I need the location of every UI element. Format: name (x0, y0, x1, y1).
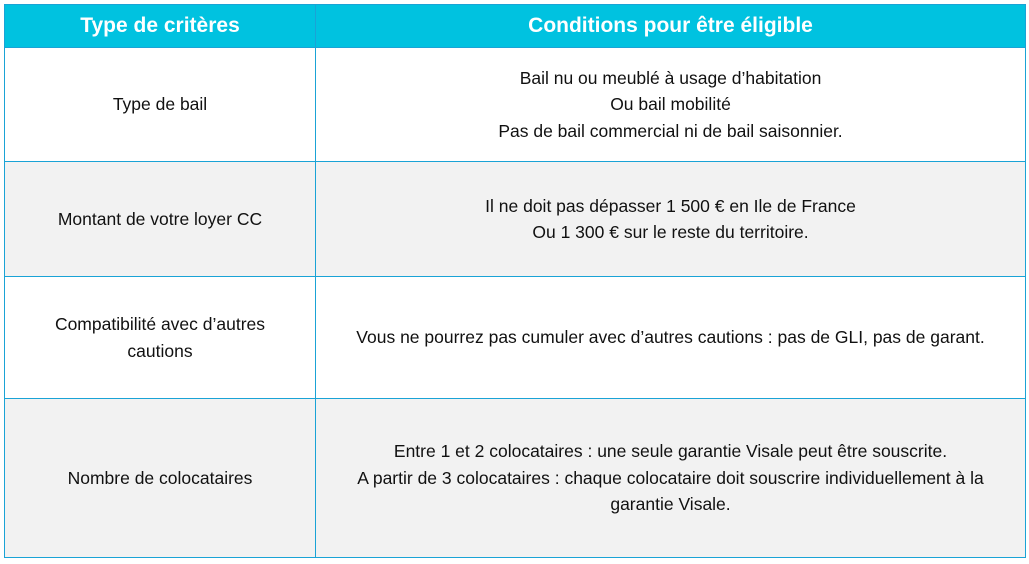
header-eligibility-conditions: Conditions pour être éligible (316, 5, 1026, 48)
conditions-cell (316, 277, 1026, 399)
table-row-roommates (5, 399, 1026, 558)
condition-line: Il ne doit pas dépasser 1 500 € en Ile de France (485, 195, 856, 216)
condition-line: Bail nu ou meublé à usage d’habitation (519, 67, 822, 88)
condition-line: A partir de 3 colocataires : chaque colocataire doit souscrire individuellement à la garantie Visale. (357, 467, 984, 515)
condition-line: Ou bail mobilité (610, 94, 731, 115)
condition-line: Vous ne pourrez pas cumuler avec d’autres cautions : pas de GLI, pas de garant. (356, 327, 985, 348)
conditions-cell (316, 399, 1026, 558)
criterion-cell: Nombre de colocataires (5, 399, 316, 558)
condition-line: Pas de bail commercial ni de bail saisonnier. (498, 120, 843, 141)
header-criteria-type: Type de critères (5, 5, 316, 48)
table-row-lease-type (5, 48, 1026, 162)
table-row-rent-amount (5, 162, 1026, 277)
condition-line: Ou 1 300 € sur le reste du territoire. (532, 222, 809, 242)
table-row-compatibility (5, 277, 1026, 399)
condition-line: Entre 1 et 2 colocataires : une seule garantie Visale peut être souscrite. (393, 441, 948, 462)
eligibility-table-container (4, 4, 1025, 558)
conditions-cell (316, 48, 1026, 162)
criterion-cell: Montant de votre loyer CC (5, 162, 316, 277)
table-header-row (5, 5, 1026, 48)
criterion-cell: Compatibilité avec d’autres cautions (5, 277, 316, 399)
criterion-cell: Type de bail (5, 48, 316, 162)
eligibility-table (4, 4, 1026, 558)
conditions-cell (316, 162, 1026, 277)
